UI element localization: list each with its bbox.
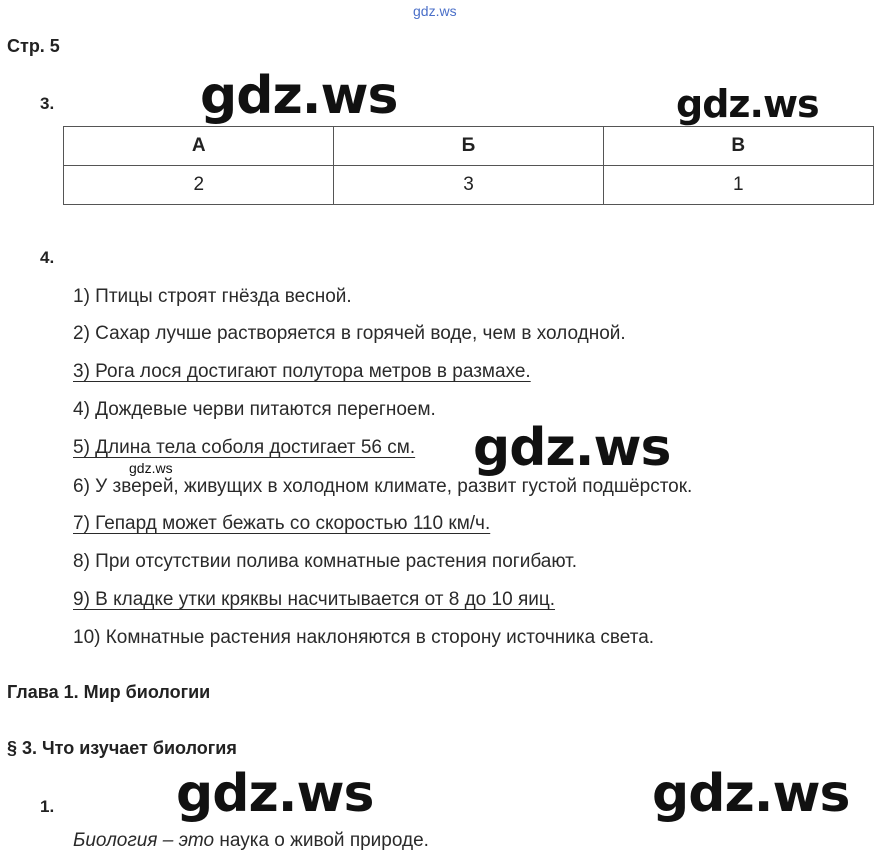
list-item-underlined: 5) Длина тела соболя достигает 56 см. — [73, 437, 416, 458]
watermark-big: gdz.ws — [176, 764, 374, 824]
list-item-underlined: 7) Гепард может бежать со скоростью 110 км/ч. — [73, 513, 491, 534]
table-cell: 1 — [603, 166, 874, 205]
watermark-big: gdz.ws — [652, 764, 850, 824]
table-header-cell: В — [603, 127, 874, 166]
section-title: § 3. Что изучает биология — [7, 738, 237, 758]
chapter-title: Глава 1. Мир биологии — [7, 682, 211, 702]
list-item: 8) При отсутствии полива комнатные растения погибают. — [73, 551, 578, 572]
definition-dash: – это — [162, 830, 215, 851]
watermark-big: gdz.ws — [473, 418, 671, 478]
list-item-underlined: 3) Рога лося достигают полутора метров в размахе. — [73, 361, 531, 382]
list-item-underlined: 9) В кладке утки кряквы насчитывается от 8 до 10 яиц. — [73, 589, 556, 610]
watermark-small-mid: gdz.ws — [129, 460, 173, 476]
definition-text: наука о живой природе. — [214, 830, 429, 851]
page-label: Стр. 5 — [7, 36, 60, 56]
list-item: 2) Сахар лучше растворяется в горячей воде, чем в холодной. — [73, 323, 626, 344]
watermark-big: gdz.ws — [200, 66, 398, 126]
list-item: 6) У зверей, живущих в холодном климате, развит густой подшёрсток. — [73, 476, 693, 497]
definition-line — [73, 830, 429, 852]
answer-table — [63, 126, 874, 205]
task1-number: 1. — [40, 797, 55, 816]
table-header-cell: Б — [334, 127, 603, 166]
task3-number: 3. — [40, 94, 55, 113]
list-item: 4) Дождевые черви питаются перегноем. — [73, 399, 436, 420]
list-item: 10) Комнатные растения наклоняются в сторону источника света. — [73, 627, 655, 648]
task4-number: 4. — [40, 248, 55, 267]
watermark-big: gdz.ws — [676, 82, 819, 126]
watermark-small-top: gdz.ws — [413, 3, 457, 19]
table-cell: 2 — [64, 166, 334, 205]
table-header-cell: А — [64, 127, 334, 166]
list-item: 1) Птицы строят гнёзда весной. — [73, 286, 352, 307]
definition-term: Биология — [73, 830, 158, 851]
table-cell: 3 — [334, 166, 603, 205]
